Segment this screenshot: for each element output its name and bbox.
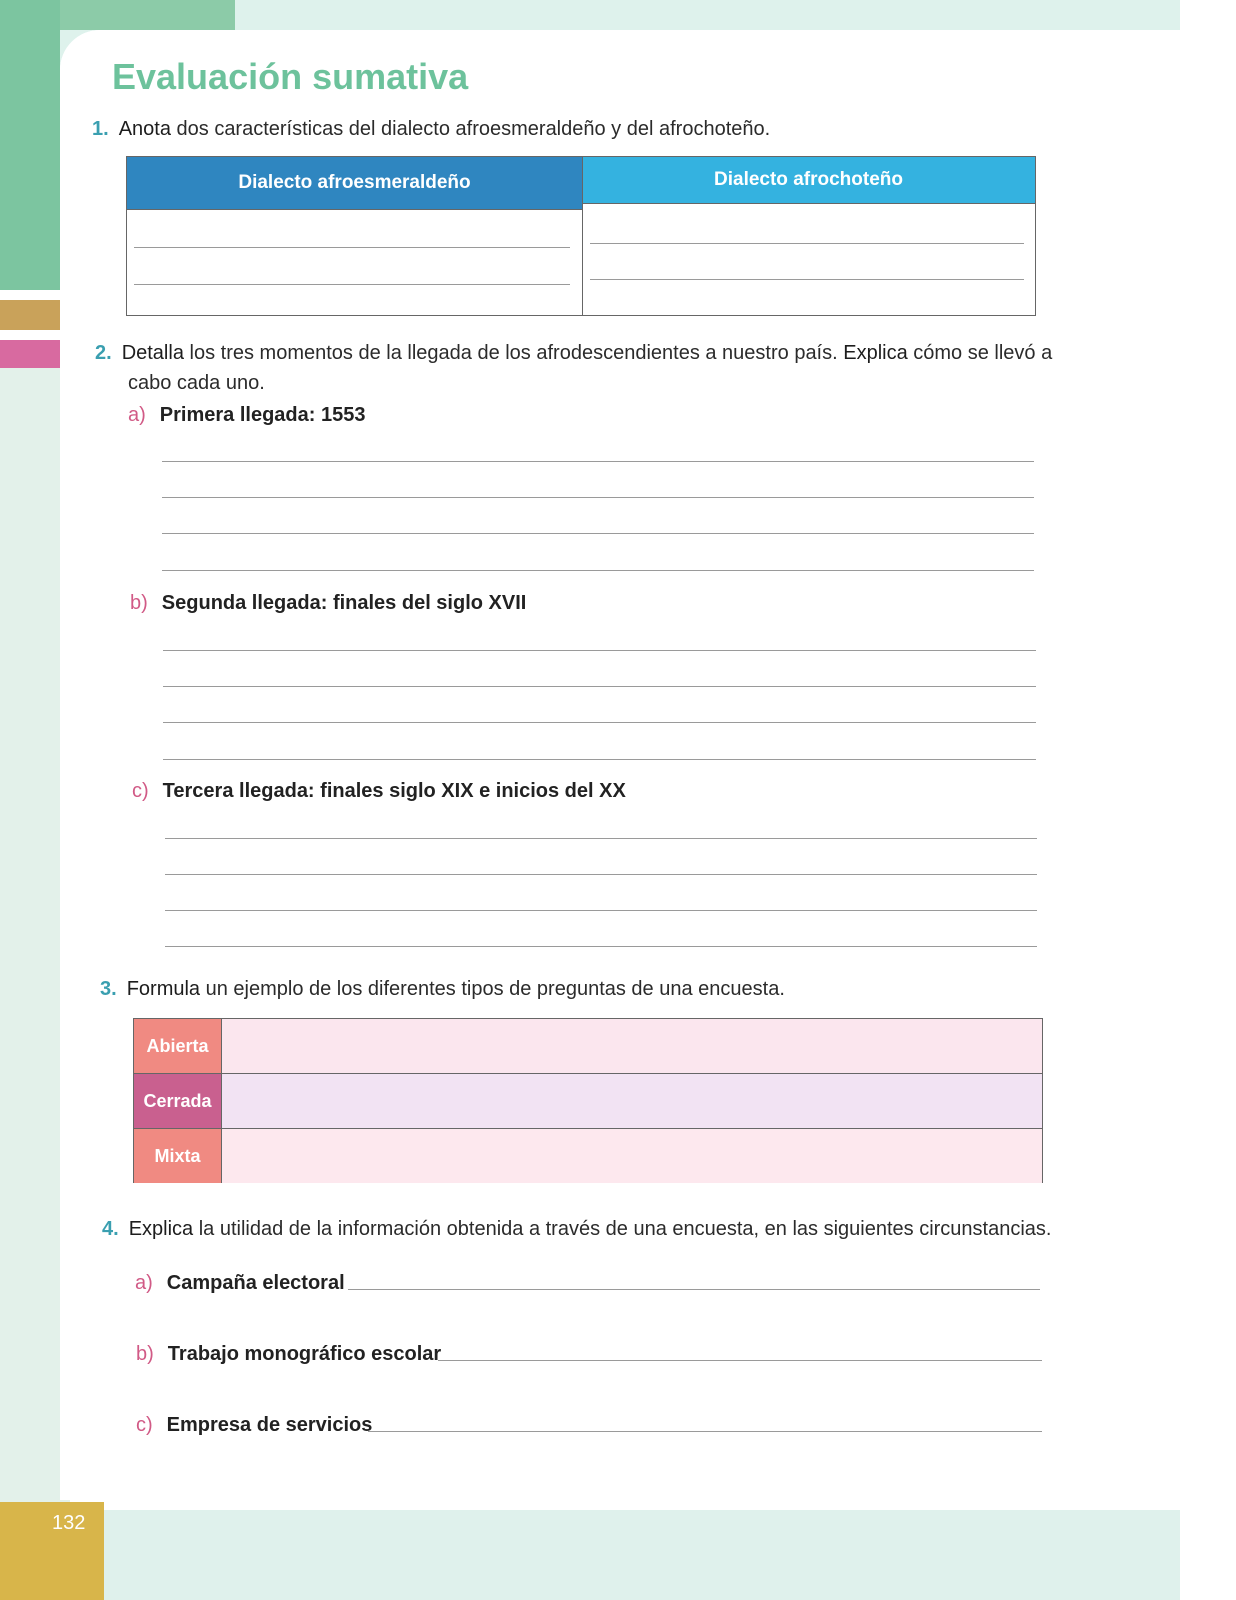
table-row	[134, 1074, 1042, 1128]
question-number: 1.	[92, 118, 109, 140]
side-band-pink	[0, 340, 60, 368]
row-label-cerrada: Cerrada	[134, 1074, 222, 1128]
item-letter: c)	[136, 1414, 153, 1436]
table-row	[134, 1019, 1042, 1073]
answer-line[interactable]	[163, 759, 1036, 760]
item-label: Empresa de servicios	[166, 1414, 373, 1436]
row-label-abierta: Abierta	[134, 1019, 222, 1073]
table-header-afrochoteno: Dialecto afrochoteño	[582, 157, 1035, 203]
question-1	[92, 114, 770, 144]
side-band-green	[0, 0, 60, 290]
dialect-table	[126, 156, 1036, 316]
answer-line[interactable]	[368, 1431, 1042, 1432]
answer-line[interactable]	[134, 284, 570, 285]
answer-cell[interactable]	[222, 1019, 1042, 1073]
table-header-afroesmeraldeno: Dialecto afroesmeraldeño	[127, 157, 582, 209]
item-letter: a)	[135, 1272, 153, 1294]
item-letter: b)	[130, 592, 148, 614]
question-text: dos características del dialecto afroesmeraldeño y del afrochoteño.	[170, 118, 771, 140]
answer-line[interactable]	[163, 686, 1036, 687]
item-2b	[130, 588, 526, 618]
table-row	[134, 1129, 1042, 1183]
item-2a	[128, 400, 365, 430]
answer-line[interactable]	[165, 946, 1037, 947]
answer-cell[interactable]	[222, 1129, 1042, 1183]
answer-line[interactable]	[590, 243, 1024, 244]
table-rule	[582, 203, 1035, 204]
question-verb: Explica	[128, 1218, 194, 1240]
item-label: Segunda llegada: finales del siglo XVII	[161, 592, 527, 614]
answer-line[interactable]	[162, 570, 1034, 571]
question-2-continuation: cabo cada uno.	[128, 372, 265, 394]
answer-line[interactable]	[348, 1289, 1040, 1290]
question-text: un ejemplo de los diferentes tipos de preguntas de una encuesta.	[200, 978, 785, 1000]
footer-band	[60, 1510, 1180, 1600]
answer-line[interactable]	[165, 874, 1037, 875]
item-2c	[132, 776, 626, 806]
page-number: 132	[52, 1512, 86, 1534]
item-letter: b)	[136, 1343, 154, 1365]
answer-line[interactable]	[134, 247, 570, 248]
question-verb: Explica	[843, 342, 908, 364]
question-verb: Formula	[126, 978, 201, 1000]
item-label: Tercera llegada: finales siglo XIX e inicios del XX	[162, 780, 626, 802]
item-label: Trabajo monográfico escolar	[167, 1343, 442, 1365]
answer-line[interactable]	[590, 279, 1024, 280]
question-number: 2.	[95, 342, 112, 364]
table-divider	[582, 157, 583, 315]
side-band-gold	[0, 300, 60, 330]
question-number: 4.	[102, 1218, 119, 1240]
item-letter: c)	[132, 780, 149, 802]
answer-cell[interactable]	[222, 1074, 1042, 1128]
item-4c	[136, 1410, 372, 1440]
item-label: Campaña electoral	[166, 1272, 345, 1294]
question-text: cómo se llevó a	[907, 342, 1053, 364]
answer-line[interactable]	[438, 1360, 1042, 1361]
item-letter: a)	[128, 404, 146, 426]
item-4b	[136, 1339, 441, 1369]
row-label-mixta: Mixta	[134, 1129, 222, 1183]
question-verb: Anota	[118, 118, 171, 140]
question-2	[95, 338, 1055, 368]
item-label: Primera llegada: 1553	[159, 404, 366, 426]
answer-line[interactable]	[162, 497, 1034, 498]
answer-line[interactable]	[162, 461, 1034, 462]
answer-line[interactable]	[163, 650, 1036, 651]
question-text: la utilidad de la información obtenida a través de una encuesta, en las siguientes circunstancias.	[193, 1218, 1052, 1240]
table-rule	[127, 209, 582, 210]
question-4	[102, 1214, 1051, 1244]
question-number: 3.	[100, 978, 117, 1000]
page-title: Evaluación sumativa	[112, 56, 469, 97]
answer-line[interactable]	[165, 838, 1037, 839]
answer-line[interactable]	[162, 533, 1034, 534]
survey-question-table	[133, 1018, 1043, 1183]
answer-line[interactable]	[165, 910, 1037, 911]
item-4a	[135, 1268, 345, 1298]
question-3	[100, 974, 785, 1004]
question-verb: Detalla	[121, 342, 184, 364]
question-text: los tres momentos de la llegada de los afrodescendientes a nuestro país.	[183, 342, 844, 364]
answer-line[interactable]	[163, 722, 1036, 723]
